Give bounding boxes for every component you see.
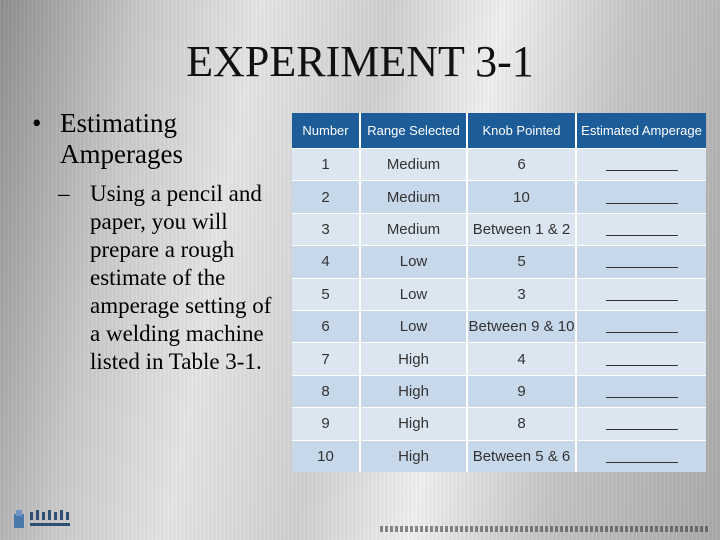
cell-estimated-amperage bbox=[576, 343, 706, 375]
bullet-list bbox=[32, 108, 282, 376]
cell-range-selected: Low bbox=[360, 246, 467, 278]
answer-blank-line bbox=[606, 154, 678, 171]
cell-knob-pointed: 4 bbox=[467, 343, 576, 375]
publisher-logo-icon bbox=[14, 506, 84, 530]
sub-bullet-mark: – bbox=[58, 181, 70, 206]
cell-estimated-amperage bbox=[576, 440, 706, 472]
cell-estimated-amperage bbox=[576, 149, 706, 181]
cell-range-selected: High bbox=[360, 343, 467, 375]
cell-range-selected: High bbox=[360, 375, 467, 407]
answer-blank-line bbox=[606, 284, 678, 301]
header-range-selected: Range Selected bbox=[360, 113, 467, 149]
cell-knob-pointed: 8 bbox=[467, 408, 576, 440]
amperage-table bbox=[292, 113, 706, 465]
cell-estimated-amperage bbox=[576, 213, 706, 245]
cell-knob-pointed: Between 1 & 2 bbox=[467, 213, 576, 245]
table-row bbox=[292, 213, 706, 245]
cell-range-selected: Medium bbox=[360, 181, 467, 213]
sub-bullet-item bbox=[58, 180, 282, 376]
table-row bbox=[292, 440, 706, 472]
cell-range-selected: Medium bbox=[360, 213, 467, 245]
cell-number: 1 bbox=[292, 149, 360, 181]
table-row bbox=[292, 408, 706, 440]
cell-knob-pointed: Between 5 & 6 bbox=[467, 440, 576, 472]
footer-copyright-strip bbox=[380, 526, 710, 532]
sub-bullet-text: Using a pencil and paper, you will prepare a rough estimate of the amperage setting of a welding machine listed in Table 3-1. bbox=[90, 181, 272, 374]
cell-range-selected: High bbox=[360, 408, 467, 440]
cell-range-selected: High bbox=[360, 440, 467, 472]
answer-blank-line bbox=[606, 187, 678, 204]
cell-number: 8 bbox=[292, 375, 360, 407]
cell-knob-pointed: 5 bbox=[467, 246, 576, 278]
answer-blank-line bbox=[606, 316, 678, 333]
cell-estimated-amperage bbox=[576, 278, 706, 310]
table-row bbox=[292, 278, 706, 310]
bullet-mark: • bbox=[32, 108, 42, 138]
table-row bbox=[292, 149, 706, 181]
cell-number: 2 bbox=[292, 181, 360, 213]
cell-range-selected: Low bbox=[360, 310, 467, 342]
cell-estimated-amperage bbox=[576, 246, 706, 278]
table-row bbox=[292, 310, 706, 342]
cell-number: 10 bbox=[292, 440, 360, 472]
header-number: Number bbox=[292, 113, 360, 149]
table-header-row bbox=[292, 113, 706, 149]
cell-number: 9 bbox=[292, 408, 360, 440]
table-row bbox=[292, 246, 706, 278]
bullet-text: Estimating Amperages bbox=[60, 108, 183, 169]
bullet-item bbox=[32, 108, 282, 170]
cell-knob-pointed: 6 bbox=[467, 149, 576, 181]
answer-blank-line bbox=[606, 251, 678, 268]
cell-number: 7 bbox=[292, 343, 360, 375]
cell-number: 6 bbox=[292, 310, 360, 342]
cell-knob-pointed: 10 bbox=[467, 181, 576, 213]
cell-estimated-amperage bbox=[576, 375, 706, 407]
answer-blank-line bbox=[606, 381, 678, 398]
cell-range-selected: Medium bbox=[360, 149, 467, 181]
answer-blank-line bbox=[606, 413, 678, 430]
cell-estimated-amperage bbox=[576, 181, 706, 213]
table-row bbox=[292, 343, 706, 375]
cell-knob-pointed: 9 bbox=[467, 375, 576, 407]
table-row bbox=[292, 181, 706, 213]
table-row bbox=[292, 375, 706, 407]
answer-blank-line bbox=[606, 349, 678, 366]
cell-estimated-amperage bbox=[576, 408, 706, 440]
cell-knob-pointed: 3 bbox=[467, 278, 576, 310]
header-estimated-amperage: Estimated Amperage bbox=[576, 113, 706, 149]
cell-knob-pointed: Between 9 & 10 bbox=[467, 310, 576, 342]
slide-title: EXPERIMENT 3-1 bbox=[186, 37, 534, 86]
answer-blank-line bbox=[606, 219, 678, 236]
cell-number: 4 bbox=[292, 246, 360, 278]
cell-range-selected: Low bbox=[360, 278, 467, 310]
cell-number: 5 bbox=[292, 278, 360, 310]
cell-number: 3 bbox=[292, 213, 360, 245]
cell-estimated-amperage bbox=[576, 310, 706, 342]
answer-blank-line bbox=[606, 446, 678, 463]
header-knob-pointed: Knob Pointed bbox=[467, 113, 576, 149]
